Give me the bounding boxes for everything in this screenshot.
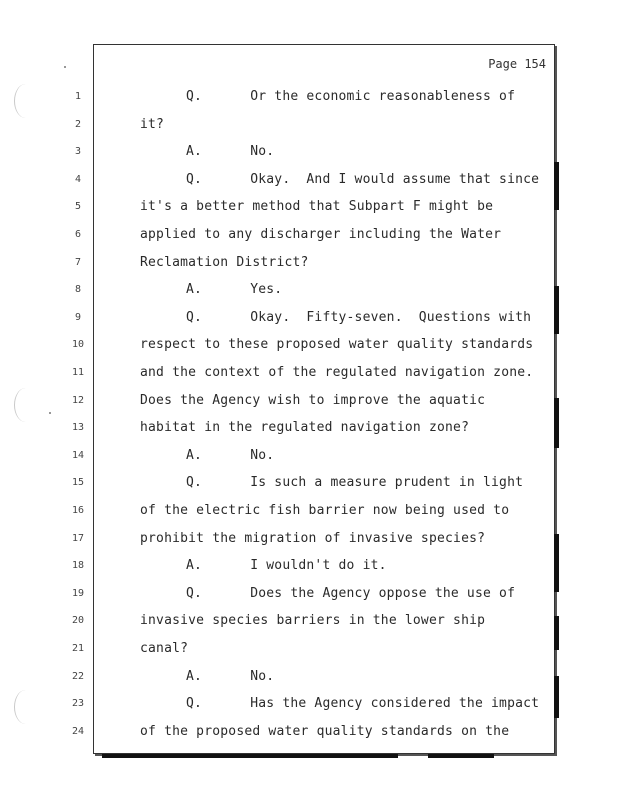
- transcript-line: A. I wouldn't do it.: [186, 558, 387, 574]
- line-number: 9: [74, 311, 82, 323]
- line-number: 15: [71, 477, 85, 489]
- line-number: 14: [71, 449, 85, 461]
- transcript-line: Does the Agency wish to improve the aquatic: [140, 392, 486, 408]
- transcript-line: of the proposed water quality standards on the: [140, 723, 510, 739]
- transcript-line: Q. Okay. And I would assume that since: [186, 171, 540, 187]
- line-number: 1: [74, 91, 82, 102]
- line-number: 13: [71, 422, 85, 434]
- transcript-line: A. No.: [186, 144, 275, 160]
- line-number: 21: [71, 643, 85, 654]
- transcript-line: and the context of the regulated navigation zone.: [140, 365, 534, 380]
- transcript-line: A. Yes.: [186, 282, 283, 298]
- margin-change-bar: [554, 398, 559, 448]
- line-number: 17: [71, 532, 85, 544]
- transcript-line: A. No.: [186, 447, 275, 463]
- transcript-line: invasive species barriers in the lower ship: [140, 613, 486, 629]
- transcript-line: A. No.: [186, 668, 275, 684]
- page-number: Page 154: [488, 57, 546, 71]
- transcript-line: canal?: [140, 641, 189, 656]
- scan-speck: [49, 412, 51, 414]
- transcript-line: prohibit the migration of invasive species?: [140, 530, 486, 546]
- line-number: 10: [71, 339, 85, 351]
- line-number: 4: [74, 173, 82, 185]
- transcript-line: Q. Is such a measure prudent in light: [186, 475, 524, 491]
- transcript-line: applied to any discharger including the Water: [140, 227, 502, 242]
- transcript-line: Q. Has the Agency considered the impact: [186, 696, 540, 712]
- transcript-line: respect to these proposed water quality standards: [140, 337, 534, 353]
- line-number: 5: [74, 201, 82, 213]
- line-number: 6: [74, 229, 82, 240]
- transcript-page: [71, 44, 555, 754]
- line-number: 3: [74, 146, 82, 158]
- binder-hole-bottom: [14, 690, 37, 724]
- margin-change-bar: [554, 616, 559, 650]
- binder-hole-top: [14, 84, 37, 118]
- scan-speck: [64, 66, 66, 68]
- line-number: 2: [74, 118, 82, 130]
- line-number: 24: [71, 725, 85, 737]
- line-number: 8: [74, 284, 82, 296]
- transcript-line: it?: [140, 116, 165, 132]
- line-number: 18: [71, 560, 85, 572]
- bottom-scan-bar: [428, 754, 494, 758]
- line-number: 12: [71, 394, 85, 406]
- binder-hole-middle: [14, 388, 37, 422]
- line-number: 16: [71, 505, 85, 516]
- transcript-line: Q. Or the economic reasonableness of: [186, 89, 516, 104]
- transcript-line: it's a better method that Subpart F might be: [140, 199, 494, 215]
- margin-change-bar: [554, 162, 559, 210]
- line-number: 7: [74, 256, 82, 268]
- margin-change-bar: [554, 676, 559, 718]
- line-number: 23: [71, 698, 85, 710]
- bottom-scan-bar: [102, 754, 398, 758]
- transcript-line: Reclamation District?: [140, 254, 309, 270]
- transcript-line: Q. Does the Agency oppose the use of: [186, 585, 516, 601]
- line-number: 11: [71, 367, 85, 378]
- transcript-line: of the electric fish barrier now being used to: [140, 503, 510, 518]
- transcript-line: Q. Okay. Fifty-seven. Questions with: [186, 309, 532, 325]
- line-number: 20: [71, 615, 85, 627]
- transcript-line: habitat in the regulated navigation zone?: [140, 420, 470, 436]
- margin-change-bar: [554, 534, 559, 592]
- line-number: 19: [71, 587, 85, 599]
- margin-change-bar: [554, 286, 559, 334]
- line-number: 22: [71, 670, 85, 682]
